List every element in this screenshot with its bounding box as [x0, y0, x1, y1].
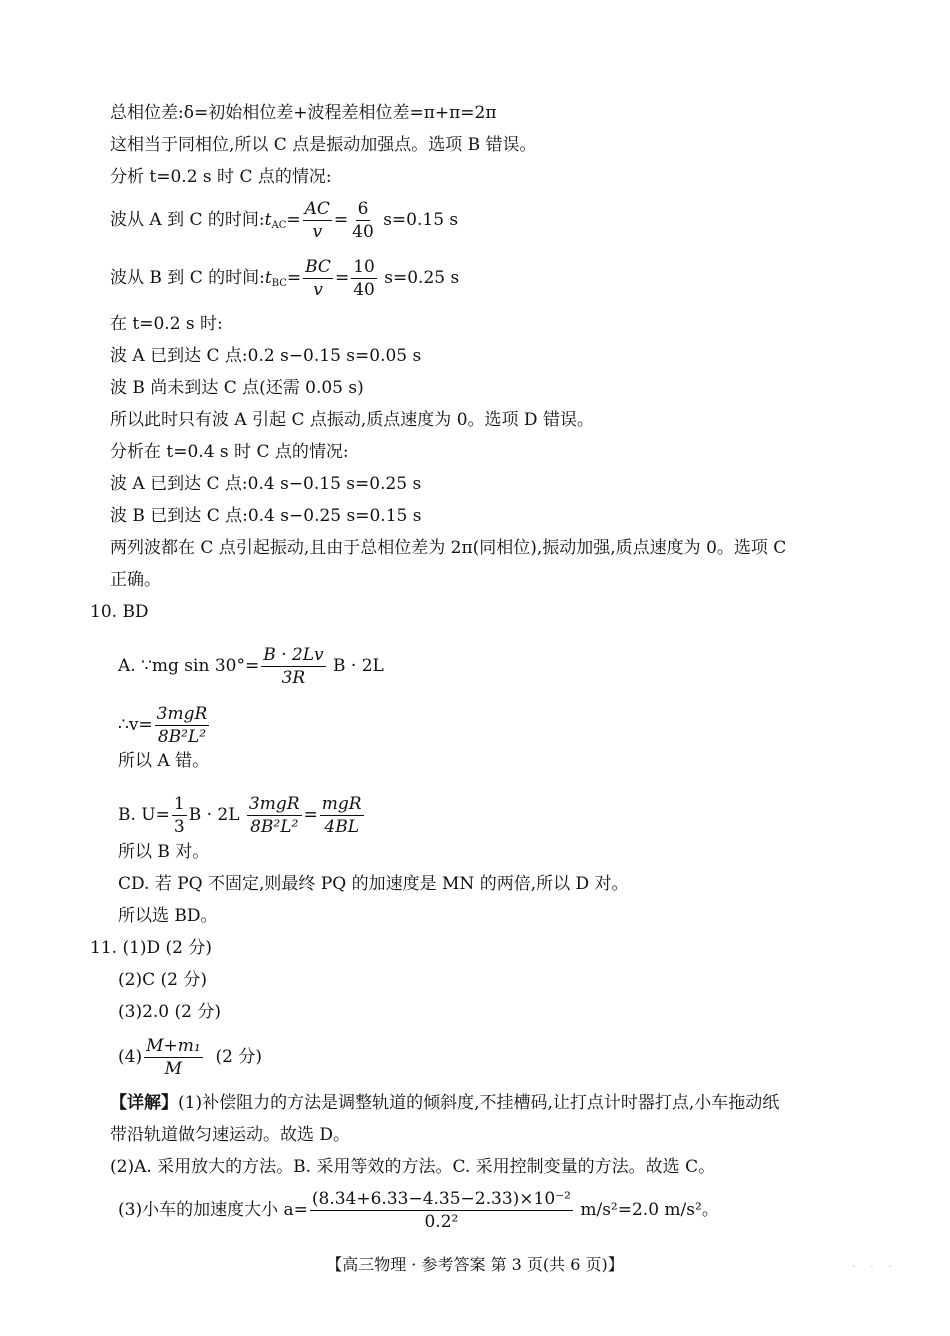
symbol: t	[264, 210, 272, 230]
equation-line	[118, 703, 211, 748]
fraction	[247, 793, 302, 838]
fraction	[261, 644, 325, 689]
denominator: v	[312, 222, 323, 242]
equation-line	[118, 1188, 719, 1233]
equation-line	[118, 793, 366, 838]
equation-line	[110, 198, 458, 243]
text-line: CD. 若 PQ 不固定,则最终 PQ 的加速度是 MN 的两倍,所以 D 对。	[118, 874, 629, 894]
text: m/s²=2.0 m/s²。	[580, 1200, 719, 1220]
text-line: (3)2.0 (2 分)	[118, 1002, 222, 1022]
text-line: 分析 t=0.2 s 时 C 点的情况:	[110, 167, 332, 187]
fraction	[144, 1035, 203, 1080]
equals: =	[333, 210, 349, 230]
subscript: BC	[271, 278, 287, 289]
decorative-dots: · · ·	[852, 1262, 898, 1273]
text-line: 所以此时只有波 A 引起 C 点振动,质点速度为 0。选项 D 错误。	[110, 410, 594, 430]
equals: =	[303, 805, 318, 825]
denominator: 0.2²	[424, 1212, 459, 1232]
text: s=0.25 s	[384, 268, 460, 288]
text-line: 波 B 已到达 C 点:0.4 s−0.25 s=0.15 s	[110, 506, 422, 526]
equals: =	[334, 268, 350, 288]
equals: =	[286, 268, 302, 288]
text-line: 波 B 尚未到达 C 点(还需 0.05 s)	[110, 378, 364, 398]
fraction	[155, 703, 210, 748]
text-line: 在 t=0.2 s 时:	[110, 314, 223, 334]
symbol: t	[264, 268, 272, 288]
text-line: (2)C (2 分)	[118, 970, 207, 990]
fraction	[172, 793, 187, 838]
denominator: 4BL	[324, 817, 359, 837]
numerator: mgR	[321, 794, 362, 814]
equation-line	[118, 1035, 262, 1080]
text-line: 所以 B 对。	[118, 842, 210, 862]
question-number: 11. (1)D (2 分)	[90, 938, 213, 958]
text-line	[110, 1092, 779, 1114]
denominator: v	[313, 280, 323, 300]
denominator: 40	[353, 280, 375, 300]
fraction	[320, 793, 364, 838]
numerator: M+m₁	[146, 1036, 201, 1056]
text: 波从 B 到 C 的时间:	[110, 268, 265, 288]
numerator: 3mgR	[248, 794, 300, 814]
fraction	[350, 198, 376, 243]
text-line: 正确。	[110, 570, 161, 590]
text: B · 2L	[333, 656, 384, 676]
subscript: AC	[271, 220, 287, 231]
text-line: 所以选 BD。	[118, 906, 218, 926]
text-line: (2)A. 采用放大的方法。B. 采用等效的方法。C. 采用控制变量的方法。故选 C。	[110, 1157, 716, 1177]
numerator: BC	[305, 257, 331, 277]
fraction	[303, 256, 333, 301]
question-number: 10. BD	[90, 602, 149, 622]
text-line: 波 A 已到达 C 点:0.4 s−0.15 s=0.25 s	[110, 474, 422, 494]
denominator: 3	[173, 817, 185, 837]
text: (2 分)	[215, 1047, 262, 1067]
fraction	[351, 256, 377, 301]
text: ∴v=	[118, 715, 153, 735]
fraction	[303, 198, 332, 243]
text-line: 总相位差:δ=初始相位差+波程差相位差=π+π=2π	[110, 103, 497, 123]
text-line: 所以 A 错。	[118, 751, 210, 771]
text: 波从 A 到 C 的时间:	[110, 210, 265, 230]
denominator: 8B²L²	[250, 817, 299, 837]
fraction	[310, 1188, 573, 1233]
numerator: 6	[357, 199, 369, 219]
equation-line	[110, 256, 459, 301]
text-line: 这相当于同相位,所以 C 点是振动加强点。选项 B 错误。	[110, 135, 537, 155]
numerator: 1	[173, 794, 185, 814]
denominator: 8B²L²	[157, 727, 207, 747]
denominator: 40	[352, 222, 374, 242]
numerator: AC	[304, 199, 330, 219]
numerator: 10	[353, 257, 375, 277]
denominator: M	[164, 1059, 183, 1079]
numerator: (8.34+6.33−4.35−2.33)×10⁻²	[311, 1189, 571, 1209]
equation-line	[118, 644, 384, 689]
numerator: 3mgR	[156, 704, 208, 724]
text: (3)小车的加速度大小 a=	[118, 1200, 308, 1220]
numerator: B · 2Lv	[263, 645, 324, 665]
denominator: 3R	[281, 668, 306, 688]
text-line: 带沿轨道做匀速运动。故选 D。	[110, 1125, 351, 1145]
text: B · 2L	[188, 805, 240, 825]
equals: =	[286, 210, 301, 230]
text: s=0.15 s	[383, 210, 459, 230]
detail-tag: 【详解】	[110, 1093, 178, 1113]
text-line: 波 A 已到达 C 点:0.2 s−0.15 s=0.05 s	[110, 346, 422, 366]
page-footer: 【高三物理 · 参考答案 第 3 页(共 6 页)】	[326, 1255, 624, 1274]
text: A. ∵mg sin 30°=	[118, 656, 260, 676]
text: (1)补偿阻力的方法是调整轨道的倾斜度,不挂槽码,让打点计时器打点,小车拖动纸	[178, 1093, 780, 1113]
text-line: 分析在 t=0.4 s 时 C 点的情况:	[110, 442, 349, 462]
text: (4)	[118, 1047, 143, 1067]
text: B. U=	[118, 805, 170, 825]
text-line: 两列波都在 C 点引起振动,且由于总相位差为 2π(同相位),振动加强,质点速度为 0。选项 C	[110, 538, 787, 558]
